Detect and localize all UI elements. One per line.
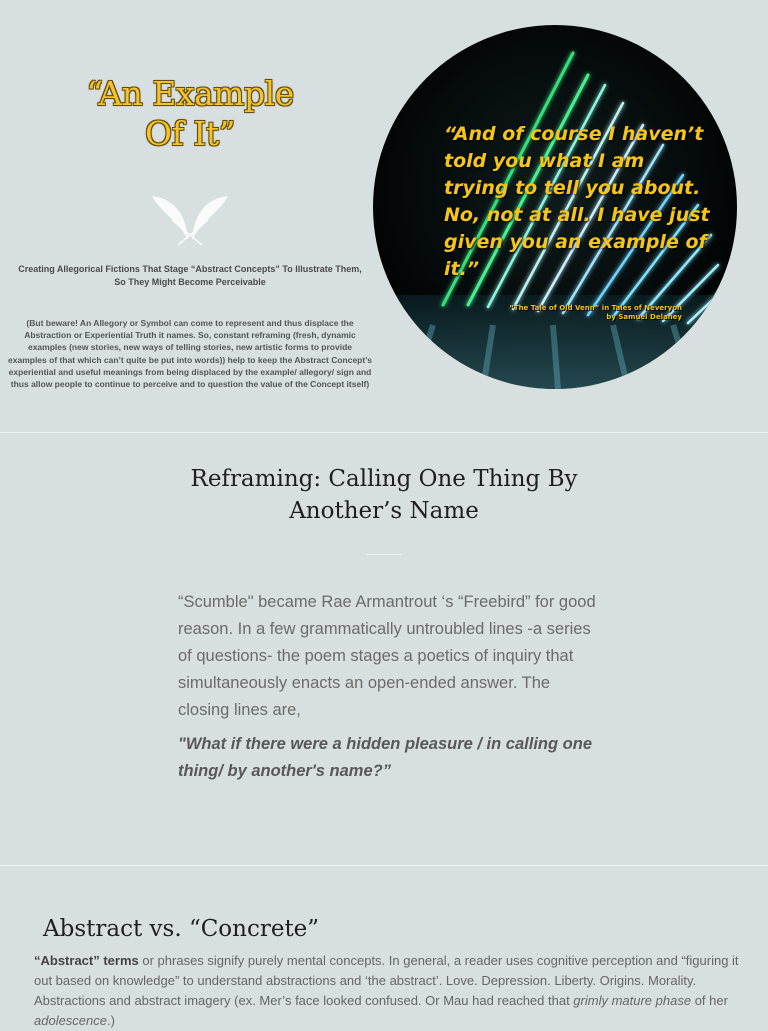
leaves-icon (150, 190, 230, 246)
title-rule (366, 554, 402, 555)
citation-line2: by Samuel Delaney (606, 313, 682, 321)
hero-title (40, 74, 340, 154)
reframing-title-line2: Another’s Name (289, 498, 479, 524)
abstract-text-2: of her (691, 993, 728, 1008)
abstract-text: or phrases signify purely mental concepts. In general, a reader uses cognitive perception and “figuring it out based on knowledge” to understand abstractions and ‘the abstract’. Love. Depression. Liberty. Origins. Morality. Abstractions and abstract imagery (ex. Mer’s face looked confused. Or Mau had reached that (34, 953, 739, 1008)
hero-note: (But beware! An Allegory or Symbol can come to represent and thus displace the Abstraction or Experiential Truth it names. So, constant reframing (fresh, dynamic examples (new stories, new ways of telling stories, new artistic forms to provide examples of that which can’t quite be put into words)) help to keep the Abstract Concept’s experiential and useful meanings from being displaced by the example/ allegory/ sign and thus allow people to continue to perceive and to question the value of the Concept itself) (8, 318, 372, 390)
abstract-body (34, 951, 739, 1031)
reframing-body: “Scumble" became Rae Armantrout ‘s “Freebird” for good reason. In a few grammatically untroubled lines -a series of questions- the poem stages a poetics of inquiry that simultaneously enacts an open-ended answer. The closing lines are, (178, 593, 596, 719)
hero-subtitle: Creating Allegorical Fictions That Stage “Abstract Concepts” To Illustrate Them, So They Might Become Perceivable (18, 264, 362, 287)
reframing-quote: "What if there were a hidden pleasure / in calling one thing/ by another's name?” (178, 735, 592, 780)
hero-title-line1: “An Example (86, 74, 294, 113)
abstract-title: Abstract vs. “Concrete” (43, 916, 320, 942)
reframing-title (150, 463, 618, 527)
reframing-title-line1: Reframing: Calling One Thing By (190, 466, 578, 492)
abstract-text-end: .) (107, 1013, 115, 1028)
hero-title-line2: Of It” (145, 114, 235, 153)
citation-line1: “The Tale of Old Venn” in Tales of Neveryon (509, 304, 682, 312)
section-divider (0, 432, 768, 433)
abstract-bold-lead: “Abstract” terms (34, 953, 139, 968)
hero-section (0, 0, 768, 432)
circle-quote: “And of course I haven’t told you what I am trying to tell you about. No, not at all. I have just given you an example of it.” (444, 123, 710, 280)
section-divider (0, 865, 768, 866)
circle-citation (470, 304, 682, 322)
abstract-italic-end: adolescence (34, 1013, 107, 1028)
abstract-italic-phrase: grimly mature phase (573, 993, 692, 1008)
